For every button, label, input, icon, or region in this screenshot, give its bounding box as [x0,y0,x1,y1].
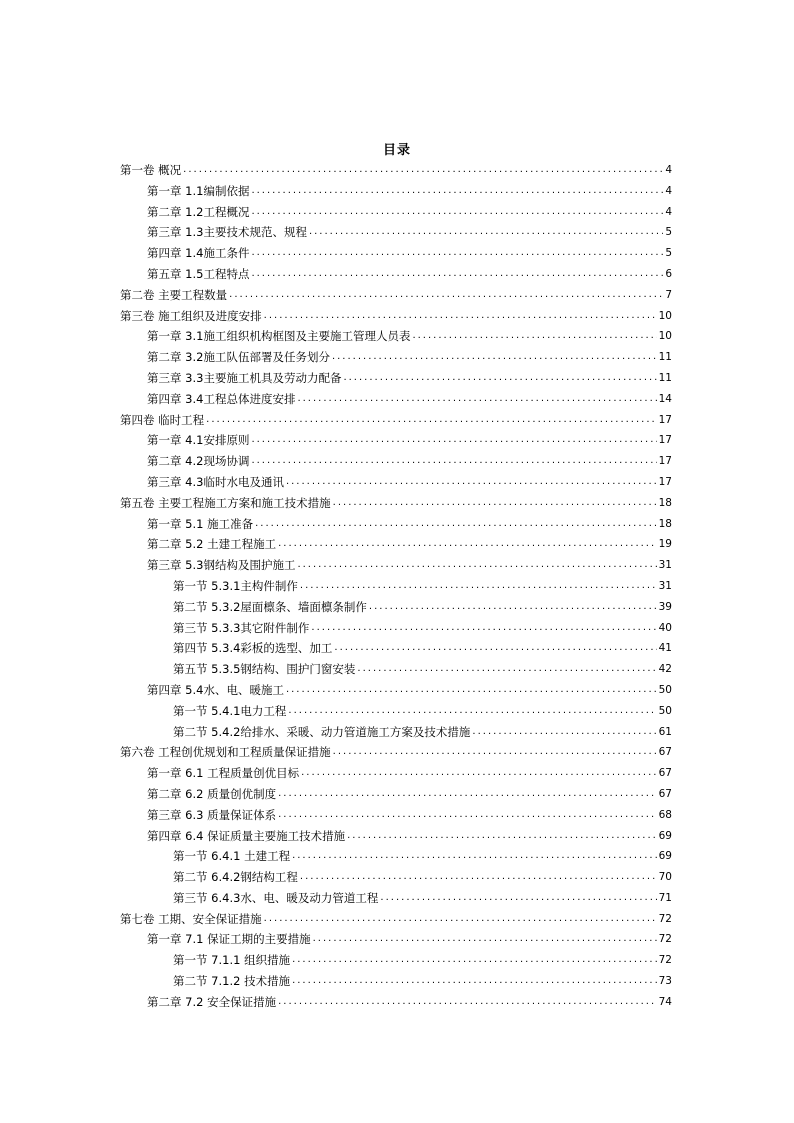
toc-entry-text: 第二章 1.2工程概况 [147,204,250,219]
toc-leader-dots [347,826,657,847]
toc-leader-dots [333,742,657,763]
toc-leader-dots [343,368,656,389]
toc-leader-dots [255,514,657,535]
toc-leader-dots [278,805,657,826]
toc-entry[interactable] [120,888,672,909]
toc-leader-dots [278,992,657,1013]
toc-leader-dots [183,160,663,181]
toc-page-number: 72 [658,933,672,946]
toc-leader-dots [229,285,663,306]
toc-page-number: 18 [658,517,672,530]
toc-entry-text: 第二节 5.4.2给排水、采暖、动力管道施工方案及技术措施 [173,724,471,739]
toc-page-number: 31 [658,559,672,572]
toc-entry[interactable] [120,638,672,659]
toc-leader-dots [332,347,657,368]
toc-leader-dots [278,534,657,555]
toc-leader-dots [301,763,657,784]
toc-leader-dots [286,680,657,701]
toc-leader-dots [313,929,657,950]
toc-entry-text: 第一章 6.1 工程质量创优目标 [147,766,300,781]
toc-entry-text: 第一章 1.1编制依据 [147,183,250,198]
toc-entry-text: 第一章 4.1安排原则 [147,433,250,448]
toc-entry-text: 第六卷 工程创优规划和工程质量保证措施 [120,745,331,760]
toc-entry-text: 第四章 6.4 保证质量主要施工技术措施 [147,828,346,843]
toc-leader-dots [333,493,657,514]
toc-page-number: 5 [665,247,672,260]
toc-entry-text: 第二章 7.2 安全保证措施 [147,994,277,1009]
toc-entry[interactable] [120,784,672,805]
toc-page-number: 61 [658,725,672,738]
toc-entry-text: 第三节 5.3.3其它附件制作 [173,620,310,635]
toc-entry[interactable] [120,534,672,555]
toc-page-number: 50 [658,704,672,717]
toc-leader-dots [297,389,656,410]
toc-leader-dots [334,638,656,659]
toc-entry-text: 第四节 5.3.4彩板的选型、加工 [173,641,333,656]
toc-page-number: 72 [658,954,672,967]
toc-entry-text: 第二章 4.2现场协调 [147,454,250,469]
toc-title: 目录 [382,143,411,158]
toc-page-number: 69 [658,850,672,863]
toc-page-number: 11 [658,351,672,364]
toc-entry[interactable] [120,826,672,847]
toc-entry[interactable] [120,451,672,472]
toc-entry-text: 第三章 6.3 质量保证体系 [147,807,277,822]
toc-entry-text: 第二节 7.1.2 技术措施 [173,974,291,989]
toc-entry[interactable] [120,597,672,618]
toc-entry-text: 第三卷 施工组织及进度安排 [120,308,262,323]
toc-page-number: 67 [658,787,672,800]
toc-page-number: 73 [658,975,672,988]
toc-entry[interactable] [120,326,672,347]
toc-page-number: 42 [658,663,672,676]
toc-leader-dots [311,618,656,639]
toc-entry[interactable] [120,514,672,535]
toc-entry[interactable] [120,430,672,451]
toc-page-number: 74 [658,995,672,1008]
toc-entry[interactable] [120,992,672,1013]
toc-page-number: 17 [658,475,672,488]
toc-page-number: 71 [658,891,672,904]
toc-entry[interactable] [120,181,672,202]
toc-page-number: 41 [658,642,672,655]
toc-leader-dots [472,722,656,743]
toc-leader-dots [251,181,663,202]
toc-leader-dots [251,264,663,285]
toc-page-number: 11 [658,371,672,384]
toc-page-number: 50 [658,683,672,696]
toc-entry-text: 第一节 6.4.1 土建工程 [173,849,291,864]
toc-entry[interactable] [120,555,672,576]
toc-entry[interactable] [120,389,672,410]
toc-entry[interactable] [120,763,672,784]
toc-entry[interactable] [120,971,672,992]
toc-entry[interactable] [120,680,672,701]
toc-leader-dots [206,410,656,431]
toc-page-number: 68 [658,808,672,821]
toc-page-number: 4 [665,184,672,197]
toc-entry[interactable] [120,160,672,181]
toc-page-number: 72 [658,912,672,925]
toc-page-number: 4 [665,164,672,176]
toc-entry-text: 第四章 1.4施工条件 [147,246,250,261]
toc-leader-dots [297,555,656,576]
toc-page-number: 69 [658,829,672,842]
table-of-contents [120,160,672,1013]
toc-entry[interactable] [120,950,672,971]
toc-entry[interactable] [120,285,672,306]
toc-entry-text: 第三章 5.3钢结构及围护施工 [147,558,296,573]
toc-entry-text: 第二节 5.3.2屋面檩条、墙面檩条制作 [173,599,367,614]
toc-page-number: 18 [658,496,672,509]
toc-leader-dots [251,202,663,223]
toc-leader-dots [288,701,656,722]
toc-entry-text: 第四章 5.4水、电、暖施工 [147,682,284,697]
toc-page-number: 31 [658,579,672,592]
toc-page-number: 14 [658,392,672,405]
toc-entry[interactable] [120,846,672,867]
toc-entry-text: 第一章 7.1 保证工期的主要措施 [147,932,311,947]
toc-page-number: 10 [658,330,672,343]
toc-leader-dots [286,472,657,493]
toc-page-number: 10 [658,309,672,322]
toc-leader-dots [412,326,656,347]
toc-entry-text: 第四卷 临时工程 [120,412,205,427]
toc-entry[interactable] [120,909,672,930]
toc-leader-dots [292,971,657,992]
toc-entry-text: 第二章 5.2 土建工程施工 [147,537,277,552]
toc-entry-text: 第四章 3.4工程总体进度安排 [147,391,296,406]
toc-entry[interactable] [120,701,672,722]
toc-leader-dots [292,846,657,867]
toc-leader-dots [251,430,656,451]
toc-entry[interactable] [120,472,672,493]
toc-leader-dots [292,950,657,971]
toc-entry[interactable] [120,618,672,639]
toc-entry-text: 第三章 1.3主要技术规范、规程 [147,225,307,240]
toc-entry-text: 第一章 3.1施工组织机构框图及主要施工管理人员表 [147,329,411,344]
toc-entry[interactable] [120,493,672,514]
toc-leader-dots [300,867,657,888]
toc-entry-text: 第一节 5.3.1主构件制作 [173,578,298,593]
toc-entry-text: 第五卷 主要工程施工方案和施工技术措施 [120,495,331,510]
toc-page-number: 4 [665,205,672,218]
toc-entry[interactable] [120,202,672,223]
toc-leader-dots [278,784,657,805]
toc-leader-dots [251,451,656,472]
toc-entry[interactable] [120,410,672,431]
toc-entry[interactable] [120,742,672,763]
toc-entry-text: 第二章 6.2 质量创优制度 [147,786,277,801]
toc-page-number: 67 [658,746,672,759]
toc-entry[interactable] [120,347,672,368]
toc-leader-dots [300,576,657,597]
toc-entry-text: 第三章 4.3临时水电及通讯 [147,474,284,489]
toc-page-number: 17 [658,455,672,468]
toc-page-number: 70 [658,871,672,884]
toc-page-number: 17 [658,434,672,447]
toc-entry[interactable] [120,576,672,597]
toc-leader-dots [357,659,656,680]
toc-page-number: 6 [665,267,672,280]
toc-entry[interactable] [120,368,672,389]
toc-page-number: 19 [658,538,672,551]
toc-page-number: 5 [665,226,672,239]
toc-entry[interactable] [120,867,672,888]
toc-leader-dots [309,222,663,243]
toc-entry[interactable] [120,929,672,950]
toc-entry-text: 第五章 1.5工程特点 [147,266,250,281]
toc-entry-text: 第二章 3.2施工队伍部署及任务划分 [147,350,330,365]
toc-entry-text: 第二卷 主要工程数量 [120,287,228,302]
toc-entry-text: 第三章 3.3主要施工机具及劳动力配备 [147,370,342,385]
toc-entry[interactable] [120,222,672,243]
toc-leader-dots [264,306,657,327]
toc-entry-text: 第五节 5.3.5钢结构、围护门窗安装 [173,662,356,677]
toc-entry[interactable] [120,722,672,743]
toc-entry[interactable] [120,306,672,327]
toc-page-number: 40 [658,621,672,634]
toc-leader-dots [369,597,657,618]
toc-entry-text: 第七卷 工期、安全保证措施 [120,911,262,926]
toc-leader-dots [264,909,657,930]
toc-entry-text: 第一卷 概况 [120,163,182,177]
toc-page-number: 7 [665,288,672,301]
toc-entry[interactable] [120,243,672,264]
toc-entry[interactable] [120,264,672,285]
toc-leader-dots [251,243,663,264]
toc-entry-text: 第二节 6.4.2钢结构工程 [173,870,298,885]
toc-entry-text: 第三节 6.4.3水、电、暖及动力管道工程 [173,890,379,905]
toc-entry-text: 第一节 5.4.1电力工程 [173,703,287,718]
toc-entry-text: 第一节 7.1.1 组织措施 [173,953,291,968]
toc-page-number: 39 [658,600,672,613]
toc-entry[interactable] [120,805,672,826]
toc-leader-dots [380,888,656,909]
toc-page-number: 67 [658,767,672,780]
toc-entry-text: 第一章 5.1 施工准备 [147,516,254,531]
toc-entry[interactable] [120,659,672,680]
toc-page-number: 17 [658,413,672,426]
